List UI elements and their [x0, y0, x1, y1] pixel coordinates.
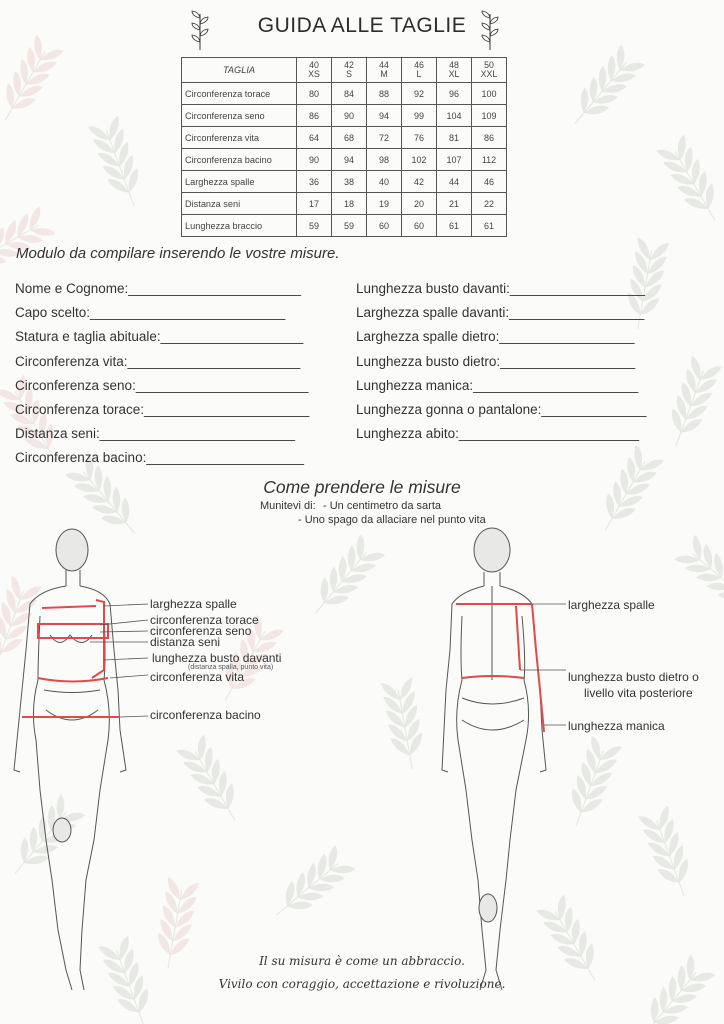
- measurement-value: 60: [367, 215, 402, 237]
- front-label-chest: circonferenza torace: [150, 613, 259, 627]
- front-label-waist: circonferenza vita: [150, 670, 245, 684]
- measurement-value: 17: [297, 193, 332, 215]
- front-label-front-length: lunghezza busto davanti: [152, 651, 282, 665]
- size-column-header: 40 XS: [297, 58, 332, 83]
- front-label-bust-distance: distanza seni: [150, 635, 221, 649]
- measurement-value: 59: [297, 215, 332, 237]
- form-field-left[interactable]: Circonferenza seno:_______________________: [15, 377, 309, 393]
- form-field-left[interactable]: Circonferenza bacino:_____________________: [15, 450, 304, 466]
- size-table-header: [182, 58, 507, 83]
- measurement-value: 88: [367, 83, 402, 105]
- form-field-right[interactable]: Lunghezza gonna o pantalone:______________: [356, 402, 647, 417]
- size-column-header: 48 XL: [437, 58, 472, 83]
- form-field-left[interactable]: Capo scelto:__________________________: [15, 305, 286, 321]
- tool-item: - Uno spago da allaciare nel punto vita: [298, 514, 486, 526]
- measurement-value: 22: [472, 193, 507, 215]
- form-field-right[interactable]: Lunghezza manica:______________________: [356, 377, 639, 393]
- measurement-value: 94: [367, 105, 402, 127]
- quote-line-2: Vivilo con coraggio, accettazione e rivoluzione.: [218, 977, 506, 991]
- leaf-cluster: [0, 35, 64, 129]
- form-intro: Modulo da compilare inserendo le vostre misure.: [16, 245, 340, 262]
- size-column-header: 44 M: [367, 58, 402, 83]
- form-field-left[interactable]: Distanza seni:__________________________: [15, 426, 295, 442]
- measurement-value: 19: [367, 193, 402, 215]
- measurement-value: 92: [402, 83, 437, 105]
- measurement-value: 86: [297, 105, 332, 127]
- measurement-value: 21: [437, 193, 472, 215]
- front-label-shoulders: larghezza spalle: [150, 597, 237, 611]
- measurement-value: 18: [332, 193, 367, 215]
- leaf-cluster: [0, 206, 55, 279]
- measurement-value: 80: [297, 83, 332, 105]
- front-figure: [14, 529, 126, 990]
- measurement-value: 90: [297, 149, 332, 171]
- measurement-label: Larghezza spalle: [182, 171, 297, 193]
- size-column-header: 46 L: [402, 58, 437, 83]
- measurement-label: Circonferenza seno: [182, 105, 297, 127]
- leaf-cluster: [661, 356, 722, 452]
- size-column-header: 50 XXL: [472, 58, 507, 83]
- measurement-value: 20: [402, 193, 437, 215]
- form-field-left[interactable]: Nome e Cognome:_______________________: [15, 281, 301, 296]
- leaf-cluster: [563, 44, 645, 134]
- form-field-right[interactable]: Lunghezza busto davanti:__________________: [356, 281, 646, 296]
- measurement-label: Distanza seni: [182, 193, 297, 215]
- measurement-value: 99: [402, 105, 437, 127]
- measurement-value: 72: [367, 127, 402, 149]
- front-label-bust: circonferenza seno: [150, 624, 252, 638]
- measurement-label: Circonferenza vita: [182, 127, 297, 149]
- measurement-value: 61: [472, 215, 507, 237]
- front-label-hips: circonferenza bacino: [150, 708, 261, 722]
- measure-section-title: Come prendere le misure: [263, 477, 461, 497]
- size-table-row: [182, 215, 507, 237]
- measurement-value: 64: [297, 127, 332, 149]
- measurement-value: 90: [332, 105, 367, 127]
- tools-intro: Munitevi di:: [260, 500, 316, 512]
- measurement-value: 107: [437, 149, 472, 171]
- measurement-value: 81: [437, 127, 472, 149]
- quote-line-1: Il su misura è come un abbraccio.: [259, 954, 465, 968]
- size-table-row: [182, 127, 507, 149]
- measurement-value: 112: [472, 149, 507, 171]
- back-label-sleeve: lunghezza manica: [568, 719, 665, 733]
- size-column-header: 42 S: [332, 58, 367, 83]
- measurement-label: Circonferenza bacino: [182, 149, 297, 171]
- table-corner-label: TAGLIA: [182, 58, 297, 83]
- form-field-right[interactable]: Larghezza spalle davanti:__________________: [356, 305, 645, 321]
- back-figure: [442, 528, 546, 990]
- form-field-left[interactable]: Statura e taglia abituale:___________________: [15, 329, 304, 345]
- size-table-row: [182, 149, 507, 171]
- measurement-value: 102: [402, 149, 437, 171]
- measurement-value: 104: [437, 105, 472, 127]
- measurement-label: Circonferenza torace: [182, 83, 297, 105]
- measurement-value: 76: [402, 127, 437, 149]
- back-leader-lines: [520, 604, 566, 725]
- form-field-right[interactable]: Larghezza spalle dietro:__________________: [356, 329, 635, 345]
- measurement-value: 86: [472, 127, 507, 149]
- measurement-value: 96: [437, 83, 472, 105]
- figures-illustration: [0, 520, 724, 1024]
- measurement-value: 60: [402, 215, 437, 237]
- back-label-back-length: lunghezza busto dietro o: [568, 670, 699, 684]
- size-table-row: [182, 193, 507, 215]
- measurement-value: 61: [437, 215, 472, 237]
- measurement-value: 46: [472, 171, 507, 193]
- measurement-value: 100: [472, 83, 507, 105]
- front-label-front-length-note: (distanza spalla, punto vita): [188, 664, 274, 671]
- size-table-row: [182, 105, 507, 127]
- tool-item: - Un centimetro da sarta: [323, 500, 441, 512]
- measurement-value: 40: [367, 171, 402, 193]
- measurement-value: 44: [437, 171, 472, 193]
- leaf-cluster: [88, 116, 149, 212]
- form-field-right[interactable]: Lunghezza abito:________________________: [356, 426, 640, 442]
- left-sprig-icon: [188, 10, 212, 50]
- size-table-row: [182, 83, 507, 105]
- measurement-value: 38: [332, 171, 367, 193]
- back-measure-lines: [456, 604, 544, 732]
- form-field-left[interactable]: Circonferenza vita:_______________________: [15, 353, 301, 369]
- back-label-back-waist: livello vita posteriore: [584, 686, 693, 700]
- form-field-left[interactable]: Circonferenza torace:______________________: [15, 402, 310, 417]
- back-label-shoulders: larghezza spalle: [568, 598, 655, 612]
- measurement-value: 94: [332, 149, 367, 171]
- leaf-cluster: [656, 135, 724, 229]
- size-table: [181, 57, 507, 237]
- form-field-right[interactable]: Lunghezza busto dietro:__________________: [356, 353, 636, 369]
- measurement-value: 84: [332, 83, 367, 105]
- measurement-value: 109: [472, 105, 507, 127]
- measurement-label: Lunghezza braccio: [182, 215, 297, 237]
- right-sprig-icon: [478, 10, 502, 50]
- measurement-value: 98: [367, 149, 402, 171]
- size-table-row: [182, 171, 507, 193]
- measurement-value: 68: [332, 127, 367, 149]
- measurement-value: 59: [332, 215, 367, 237]
- measurement-value: 36: [297, 171, 332, 193]
- measurement-value: 42: [402, 171, 437, 193]
- page-title: GUIDA ALLE TAGLIE: [257, 14, 467, 37]
